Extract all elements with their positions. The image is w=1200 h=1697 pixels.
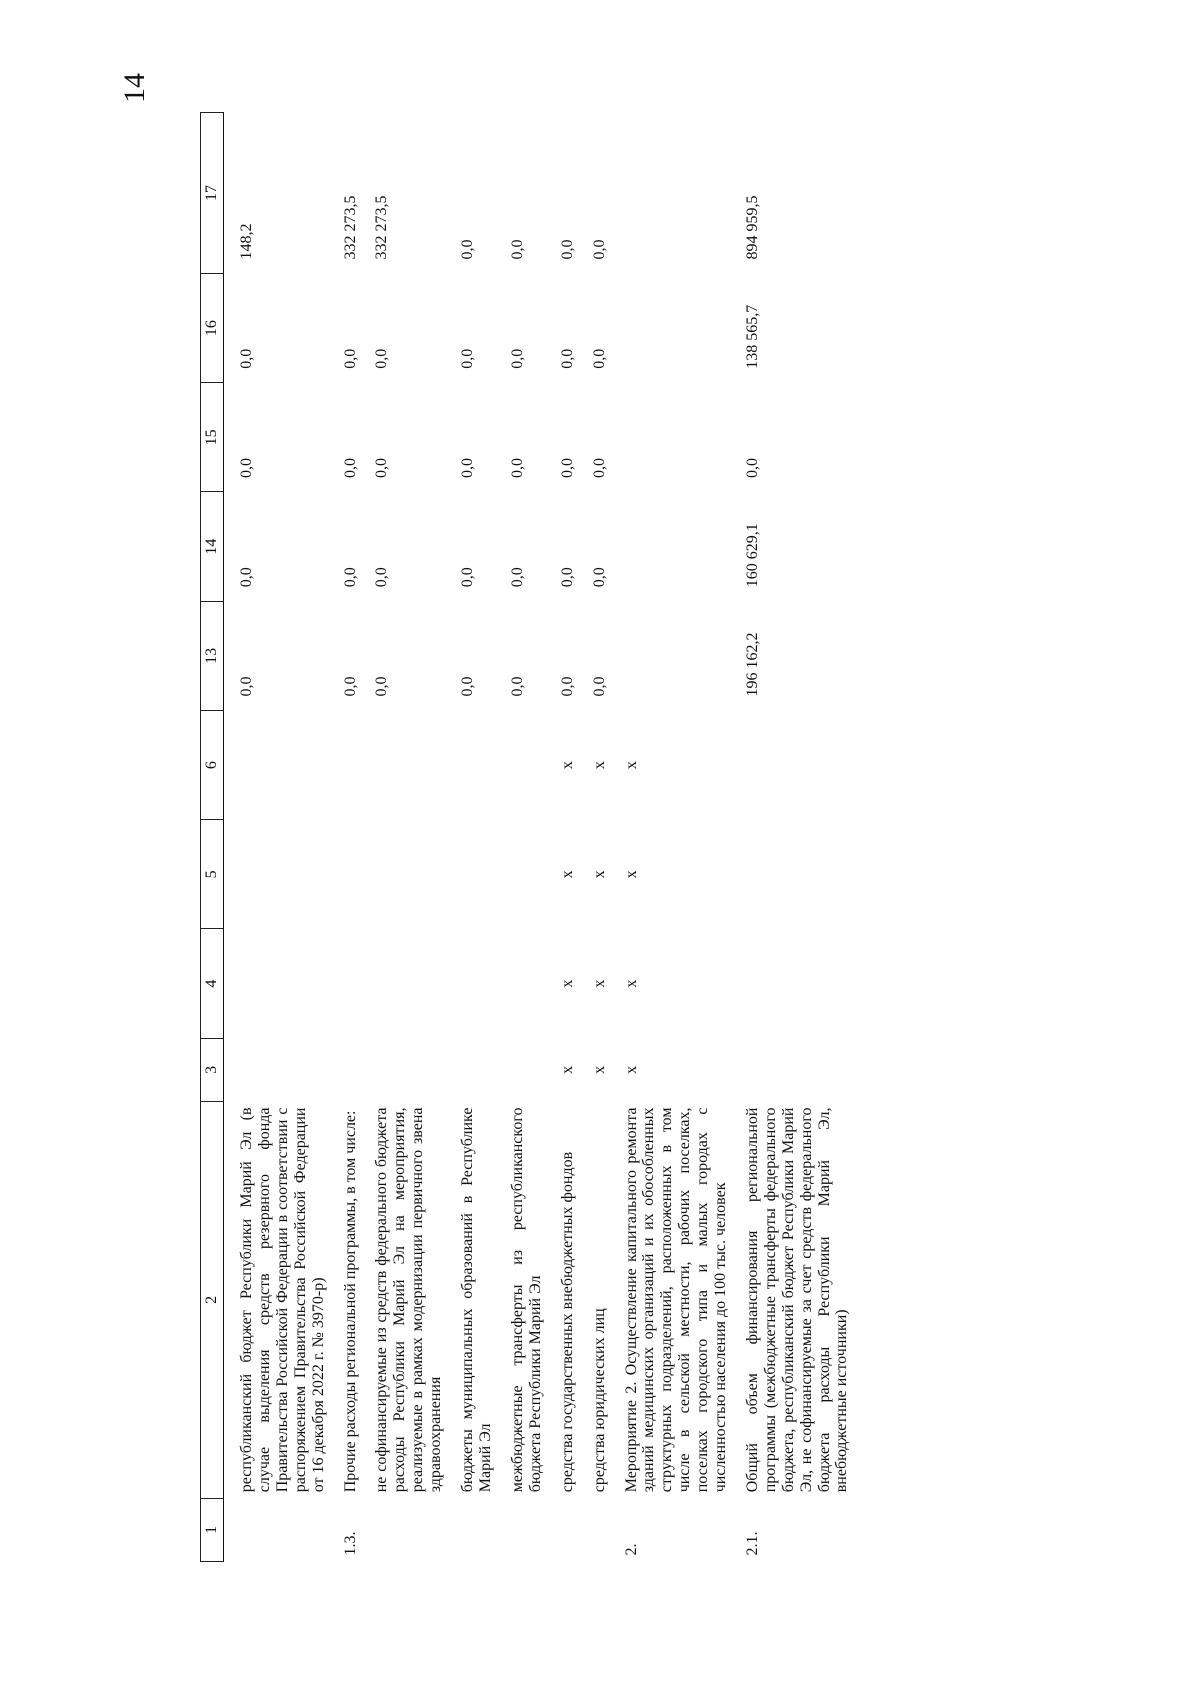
cell-col-4: x — [590, 979, 608, 988]
cell-col-5 — [342, 820, 360, 929]
spacer — [359, 113, 373, 1562]
cell-col-16: 0,0 — [341, 348, 359, 369]
spacer — [445, 113, 459, 1562]
row-number — [238, 1498, 328, 1561]
cell-col-13: 196 162,2 — [743, 632, 761, 697]
cell-col-14: 0,0 — [558, 567, 576, 588]
cell-col-3 — [459, 1038, 495, 1101]
cell-col-14: 0,0 — [373, 567, 391, 588]
cell-col-15: 0,0 — [743, 458, 761, 478]
cell-col-3 — [509, 1038, 545, 1101]
table-row — [559, 113, 577, 1562]
spacer — [328, 113, 342, 1562]
cell-col-15: 0,0 — [590, 458, 608, 478]
table-row — [509, 113, 545, 1562]
row-description: межбюджетные трансферты из республиканского бюджета Республики Марий Эл — [508, 1107, 544, 1493]
cell-col-16: 0,0 — [373, 348, 391, 369]
table-row — [623, 113, 730, 1562]
cell-col-13: 0,0 — [590, 676, 608, 697]
cell-col-6 — [342, 711, 360, 820]
spacer — [730, 113, 744, 1562]
cell-col-16: 0,0 — [558, 348, 576, 369]
cell-col-16: 0,0 — [238, 348, 255, 369]
cell-col-15: 0,0 — [238, 458, 255, 478]
row-number — [373, 1498, 445, 1561]
cell-col-4 — [509, 929, 545, 1038]
cell-col-6 — [509, 711, 545, 820]
cell-col-14: 0,0 — [238, 567, 255, 588]
row-description: Мероприятие 2. Осуществление капитального ремонта зданий медицинских организаций и их обособленных структурных подразделений, расположенных в том числе в сельской местности, рабочих поселках, поселках городского типа и малых городах с численностью населения до 100 тыс. человек — [622, 1107, 730, 1493]
header-col-3: 3 — [201, 1038, 224, 1101]
financing-table-sheet — [200, 112, 1200, 1562]
row-number: 2.1. — [743, 1531, 761, 1556]
cell-col-13: 0,0 — [341, 676, 359, 697]
header-col-17: 17 — [201, 113, 224, 274]
cell-col-17: 0,0 — [459, 239, 477, 260]
cell-col-15: 0,0 — [558, 458, 576, 478]
cell-col-4 — [373, 929, 445, 1038]
cell-col-3: x — [622, 1065, 640, 1074]
header-col-13: 13 — [201, 601, 224, 710]
cell-col-4 — [238, 929, 328, 1038]
cell-col-3 — [744, 1038, 851, 1101]
cell-col-4 — [342, 929, 360, 1038]
cell-col-14: 0,0 — [590, 567, 608, 588]
row-description: средства юридических лиц — [590, 1308, 608, 1493]
header-col-4: 4 — [201, 929, 224, 1038]
row-number — [509, 1498, 545, 1561]
table-row — [459, 113, 495, 1562]
cell-col-16 — [623, 274, 730, 383]
spacer — [224, 113, 239, 1562]
cell-col-6 — [744, 711, 851, 820]
table-row — [373, 113, 445, 1562]
cell-col-15 — [623, 383, 730, 492]
row-description: республиканский бюджет Республики Марий Эл (в случае выделения средств резервного фонда Правительства Российской Федерации в соответствии с распоряжением Правительства Российской Федерации от 16 декабря 2022 г. № 3970-р) — [238, 1107, 327, 1493]
spacer — [495, 113, 509, 1562]
row-number — [559, 1498, 577, 1561]
cell-col-5 — [373, 820, 445, 929]
cell-col-13: 0,0 — [459, 676, 477, 697]
cell-col-6: x — [590, 761, 608, 770]
cell-col-6 — [238, 711, 328, 820]
header-col-6: 6 — [201, 711, 224, 820]
cell-col-5 — [238, 820, 328, 929]
cell-col-17: 0,0 — [558, 239, 576, 260]
cell-col-4 — [744, 929, 851, 1038]
header-col-16: 16 — [201, 274, 224, 383]
cell-col-14: 160 629,1 — [743, 523, 761, 588]
cell-col-13 — [623, 601, 730, 710]
cell-col-16: 0,0 — [508, 348, 526, 369]
cell-col-13: 0,0 — [558, 676, 576, 697]
table-row — [342, 113, 360, 1562]
cell-col-13: 0,0 — [373, 676, 391, 697]
cell-col-14 — [623, 492, 730, 601]
cell-col-15: 0,0 — [459, 458, 477, 478]
header-col-14: 14 — [201, 492, 224, 601]
financing-table — [200, 112, 851, 1562]
row-description: Общий объем финансирования региональной программы (межбюджетные трансферты федерального бюджета, республиканский бюджет Республики Марий Эл, не софинансируемые за счет средств федерального бюджета расходы Республики Марий Эл, внебюджетные источники) — [743, 1107, 851, 1493]
cell-col-16: 0,0 — [590, 348, 608, 369]
row-description: средства государственных внебюджетных фондов — [558, 1151, 576, 1493]
cell-col-17: 0,0 — [508, 239, 526, 260]
header-row — [201, 113, 224, 1562]
cell-col-3: x — [558, 1065, 576, 1074]
spacer — [609, 113, 623, 1562]
spacer — [577, 113, 591, 1562]
cell-col-3: x — [590, 1065, 608, 1074]
cell-col-5 — [459, 820, 495, 929]
row-description: Прочие расходы региональной программы, в том числе: — [341, 1110, 359, 1493]
cell-col-16: 138 565,7 — [743, 304, 761, 369]
cell-col-6 — [373, 711, 445, 820]
cell-col-5 — [509, 820, 545, 929]
header-col-15: 15 — [201, 383, 224, 492]
cell-col-3 — [238, 1038, 328, 1101]
cell-col-17 — [623, 113, 730, 274]
cell-col-3 — [342, 1038, 360, 1101]
cell-col-5: x — [622, 870, 640, 879]
cell-col-16: 0,0 — [459, 348, 477, 369]
cell-col-13: 0,0 — [238, 676, 255, 697]
cell-col-5 — [744, 820, 851, 929]
cell-col-17: 148,2 — [238, 223, 255, 260]
header-col-5: 5 — [201, 820, 224, 929]
row-description: бюджеты муниципальных образований в Республике Марий Эл — [459, 1107, 494, 1493]
cell-col-5: x — [590, 870, 608, 879]
cell-col-15: 0,0 — [341, 458, 359, 478]
cell-col-6 — [459, 711, 495, 820]
cell-col-3 — [373, 1038, 445, 1101]
table-row — [591, 113, 609, 1562]
row-number: 1.3. — [341, 1531, 359, 1556]
header-col-1: 1 — [201, 1498, 224, 1561]
cell-col-4: x — [622, 979, 640, 988]
cell-col-14: 0,0 — [341, 567, 359, 588]
page-number: 14 — [118, 73, 151, 103]
table-row — [238, 113, 328, 1562]
row-number: 2. — [622, 1543, 640, 1556]
cell-col-14: 0,0 — [459, 567, 477, 588]
cell-col-14: 0,0 — [508, 567, 526, 588]
cell-col-6: x — [558, 761, 576, 770]
cell-col-17: 0,0 — [590, 239, 608, 260]
header-col-2: 2 — [201, 1102, 224, 1499]
cell-col-15: 0,0 — [373, 458, 391, 478]
row-description: не софинансируемые из средств федерального бюджета расходы Республики Марий Эл на мероприятия, реализуемые в рамках модернизации первичного звена здравоохранения — [373, 1107, 445, 1493]
cell-col-6: x — [622, 761, 640, 770]
cell-col-15: 0,0 — [508, 458, 526, 478]
cell-col-17: 332 273,5 — [373, 195, 391, 260]
table-row — [744, 113, 851, 1562]
row-number — [591, 1498, 609, 1561]
row-number — [459, 1498, 495, 1561]
cell-col-4: x — [558, 979, 576, 988]
cell-col-5: x — [558, 870, 576, 879]
spacer — [545, 113, 559, 1562]
cell-col-13: 0,0 — [508, 676, 526, 697]
cell-col-17: 332 273,5 — [341, 195, 359, 260]
cell-col-17: 894 959,5 — [743, 195, 761, 260]
cell-col-4 — [459, 929, 495, 1038]
